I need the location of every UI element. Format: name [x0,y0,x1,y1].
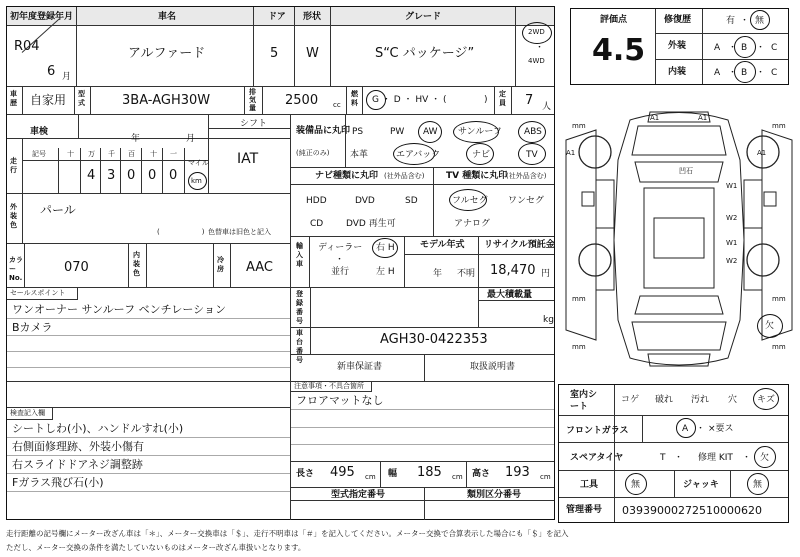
color-no-label: カラーNo. [9,256,23,282]
mm-bottom-right2: mm [772,343,786,351]
sales-line-1: ワンオーナー サンルーフ ベンチレーション [12,303,226,316]
color-label: 外装色 [10,203,17,229]
jack-label: ジャッキ [683,480,719,490]
aircon-label: 冷房 [217,256,224,273]
length: 495 [330,465,355,480]
mileage-d-4: 0 [148,168,157,183]
mark-a1-right: A1 [757,149,767,157]
ext-dot1: ・ [728,43,738,53]
inspector-label: 検査記入欄 [10,409,45,417]
mileage-h-5: 十 [150,150,157,158]
spare-missing: 欠 [760,453,770,463]
import-right-h: 右 H [376,243,395,253]
ext-c: C [771,43,778,53]
mark-a1-top-left: A1 [650,114,660,122]
mm-bottom-left2: mm [572,343,586,351]
inspector-line-3: 右スライドドアネジ調整跡 [12,458,143,471]
grade: S“C パッケージ” [375,46,475,61]
import-dealer: ディーラー [318,243,363,253]
model-year-value: 不明 [457,269,476,279]
shape-label: 形状 [303,12,322,22]
model: 3BA-AGH30W [122,93,211,108]
door-label: ドア [268,12,286,22]
ext-b: B [741,43,748,53]
import-parallel: 並行 [331,267,350,277]
navi-dvd-play: DVD 再生可 [346,219,396,229]
jack-value: 無 [753,480,763,490]
mgmt-label: 管理番号 [566,505,603,515]
max-load-unit: kg [543,315,554,325]
max-load-label: 最大積載量 [487,290,533,300]
seat-scratch: キズ [757,395,775,405]
drive-4wd: 4WD [528,57,545,65]
drive-dot: ・ [535,43,545,53]
displacement-unit: cc [333,101,341,109]
color-paren: ( ) [157,228,205,236]
mileage-d-5: 0 [169,168,178,183]
int-c: C [771,68,778,78]
width: 185 [417,465,442,480]
usage: 自家用 [30,93,67,107]
windshield-a: A [682,424,689,434]
mm-top-right: mm [772,122,786,130]
inspector-line-1: シートしわ(小)、ハンドルすれ(小) [12,422,184,435]
shaken-month-unit: 月 [186,134,196,144]
navi-dvd: DVD [355,196,375,206]
navi-title: ナビ種類に丸印 [315,171,379,181]
mileage-unit-km: km [191,177,202,185]
height-label: 高さ [472,469,491,479]
repair-yes: 有 [726,16,736,26]
spare-t: T [660,453,666,463]
reg-era: R04 [14,39,40,54]
chassis-label: 車台番号 [296,329,303,364]
car-diagram [560,100,798,378]
tv-oneseg: ワンセグ [508,196,545,206]
tools-label: 工具 [580,480,599,490]
model-year-unit: 年 [433,269,443,279]
seat-hole: 穴 [728,395,738,405]
color-note: 色替車は旧色と記入 [208,228,271,236]
mgmt-value: 03939000272510000620 [622,504,762,517]
score-value: 4.5 [592,33,646,68]
tv-analog: アナログ [454,219,491,229]
sales-label: セールスポイント [10,289,66,297]
navi-cd: CD [310,219,324,229]
seat-tear: 破れ [655,395,674,405]
mileage-d-2: 3 [107,168,116,183]
spare-label: スペアタイヤ [570,453,624,463]
width-label: 幅 [388,469,398,479]
sales-line-2: Bカメラ [12,321,53,334]
mileage-d-1: 4 [87,168,96,183]
aircon: AAC [246,260,273,275]
spare-dot2: ・ [742,453,752,463]
mark-a1-top-right: A1 [698,114,708,122]
recycle-unit: 円 [541,269,551,279]
import-dealer-dot: ・ [335,255,345,265]
color: パール [40,203,76,217]
recycle-label: リサイクル預託金 [484,240,555,250]
spare-kit: 修理 KIT [698,453,733,463]
manual: 取扱説明書 [470,362,516,372]
navi-sub: (社外品含む) [384,172,425,180]
tv-title: TV 種類に丸印 [446,171,508,181]
mark-hood-scratch: 凹石 [679,167,693,175]
windshield-replace: ×要ス [708,424,734,434]
height-unit: cm [540,473,551,481]
eq-airbag: エアバック [396,150,441,160]
eq-aw: AW [423,127,438,137]
width-unit: cm [452,473,463,481]
mm-bottom-right: mm [772,295,786,303]
eq-leather: 本革 [350,150,369,160]
mileage-h-3: 千 [108,150,115,158]
repair-no: 無 [755,16,765,26]
tools-value: 無 [631,480,641,490]
windshield-label: フロントガラス [566,426,629,436]
length-unit: cm [365,473,376,481]
notes-line-1: フロアマットなし [296,394,384,407]
eq-navi: ナビ [472,150,491,160]
int-b: B [741,68,748,78]
recycle: 18,470 [490,263,536,278]
chassis: AGH30-0422353 [380,332,488,347]
mm-bottom-left: mm [572,295,586,303]
eq-pw: PW [390,127,405,137]
mileage-h-1: 十 [67,150,74,158]
eq-ps: PS [352,127,364,137]
doors: 5 [270,46,279,61]
displacement: 2500 [285,93,319,108]
eq-tv: TV [526,150,538,160]
interior-label: 内装 [668,67,687,77]
shift: IAT [237,151,259,167]
type-designation: 型式指定番号 [331,490,386,500]
score-label: 評価点 [600,15,628,25]
reg-month: 6 [47,64,56,79]
capacity-unit: 人 [542,102,552,112]
drive-2wd: 2WD [528,28,545,36]
ext-a: A [714,43,721,53]
import-label: 輸入車 [296,242,303,268]
color-no: 070 [64,260,89,275]
shaken-year-unit: 年 [131,134,141,144]
mileage-h-6: 一 [170,150,177,158]
windshield-dot: ・ [696,424,706,434]
int-a: A [714,68,721,78]
mileage-h-4: 百 [128,150,135,158]
footer-line-1: 走行距離の記号欄にメーター改ざん車は「＊」、メーター交換車は「＄」、走行不明車は「＃」を記入してください。メーター交換で合算表示した場合にも「＄」を記入 [6,529,569,538]
capacity: 7 [525,93,534,108]
mark-w1-lower: W1 [726,239,738,247]
first-reg-label: 初年度登録年月 [10,12,74,22]
eq-abs: ABS [524,127,542,137]
car-name: アルファード [128,46,206,61]
shift-label: シフト [240,119,268,129]
inspector-line-4: Fガラス飛び石(小) [12,476,104,489]
mark-w1-upper: W1 [726,182,738,190]
spare-dot1: ・ [674,453,684,463]
eq-sunroof: サンルーフ [458,127,502,137]
navi-hdd: HDD [306,196,327,206]
shape: W [306,46,319,61]
mileage-d-3: 0 [127,168,136,183]
repair-dot: ・ [740,16,750,26]
inspector-line-2: 右側面修理跡、外装小傷有 [12,440,144,453]
mark-w2-lower: W2 [726,257,738,265]
length-label: 長さ [296,469,315,479]
navi-sd: SD [405,196,418,206]
displacement-label: 排気量 [249,88,256,112]
exterior-label: 外装 [668,41,687,51]
model-label: 型式 [78,90,85,107]
tv-sub: (社外品含む) [506,172,547,180]
interior-color-label: 内装色 [133,251,140,277]
reg-month-unit: 月 [62,72,72,82]
mark-a1-left: A1 [566,149,576,157]
model-year-label: モデル年式 [420,240,465,250]
reg-number-label: 登録番号 [296,290,303,325]
equipment-sub: (純正のみ) [296,149,330,157]
mileage-label: 走行 [10,157,17,174]
tv-fullseg: フルセグ [452,196,488,206]
int-dot2: ・ [756,68,766,78]
fuel-close: ) [484,95,488,105]
mileage-h-0: 記号 [32,150,46,158]
car-name-label: 車名 [158,12,177,22]
fuel-options: G ・ D ・ HV ・ ( [372,95,447,105]
footer-line-2: ただし、メーター交換の条件を満たしていないものはメーター改ざん車扱いとなります。 [6,543,306,552]
class-number: 類別区分番号 [467,490,522,500]
mark-w2-upper: W2 [726,214,738,222]
int-dot1: ・ [728,68,738,78]
wheels [579,136,779,276]
grade-label: グレード [405,12,442,22]
height: 193 [505,465,530,480]
damage-mark: 欠 [765,321,775,331]
repair-label: 修復歴 [664,15,692,25]
notes-label: 注意事項・不具合箇所 [294,382,364,390]
import-left-h: 左 H [376,267,395,277]
ext-dot2: ・ [756,43,766,53]
mileage-unit-mile: マイル [188,159,209,167]
mm-top-left: mm [572,122,586,130]
equipment-label: 装備品に丸印 [296,126,351,136]
seat-burn: コゲ [621,395,640,405]
mileage-h-2: 万 [88,150,95,158]
seat-label: 室内シート [570,390,598,412]
usage-label: 車歴 [10,90,17,107]
capacity-label: 定員 [499,90,506,107]
shaken-label: 車検 [30,127,49,137]
warranty: 新車保証書 [337,362,383,372]
fuel-label: 燃料 [351,90,358,107]
seat-dirt: 汚れ [691,395,710,405]
